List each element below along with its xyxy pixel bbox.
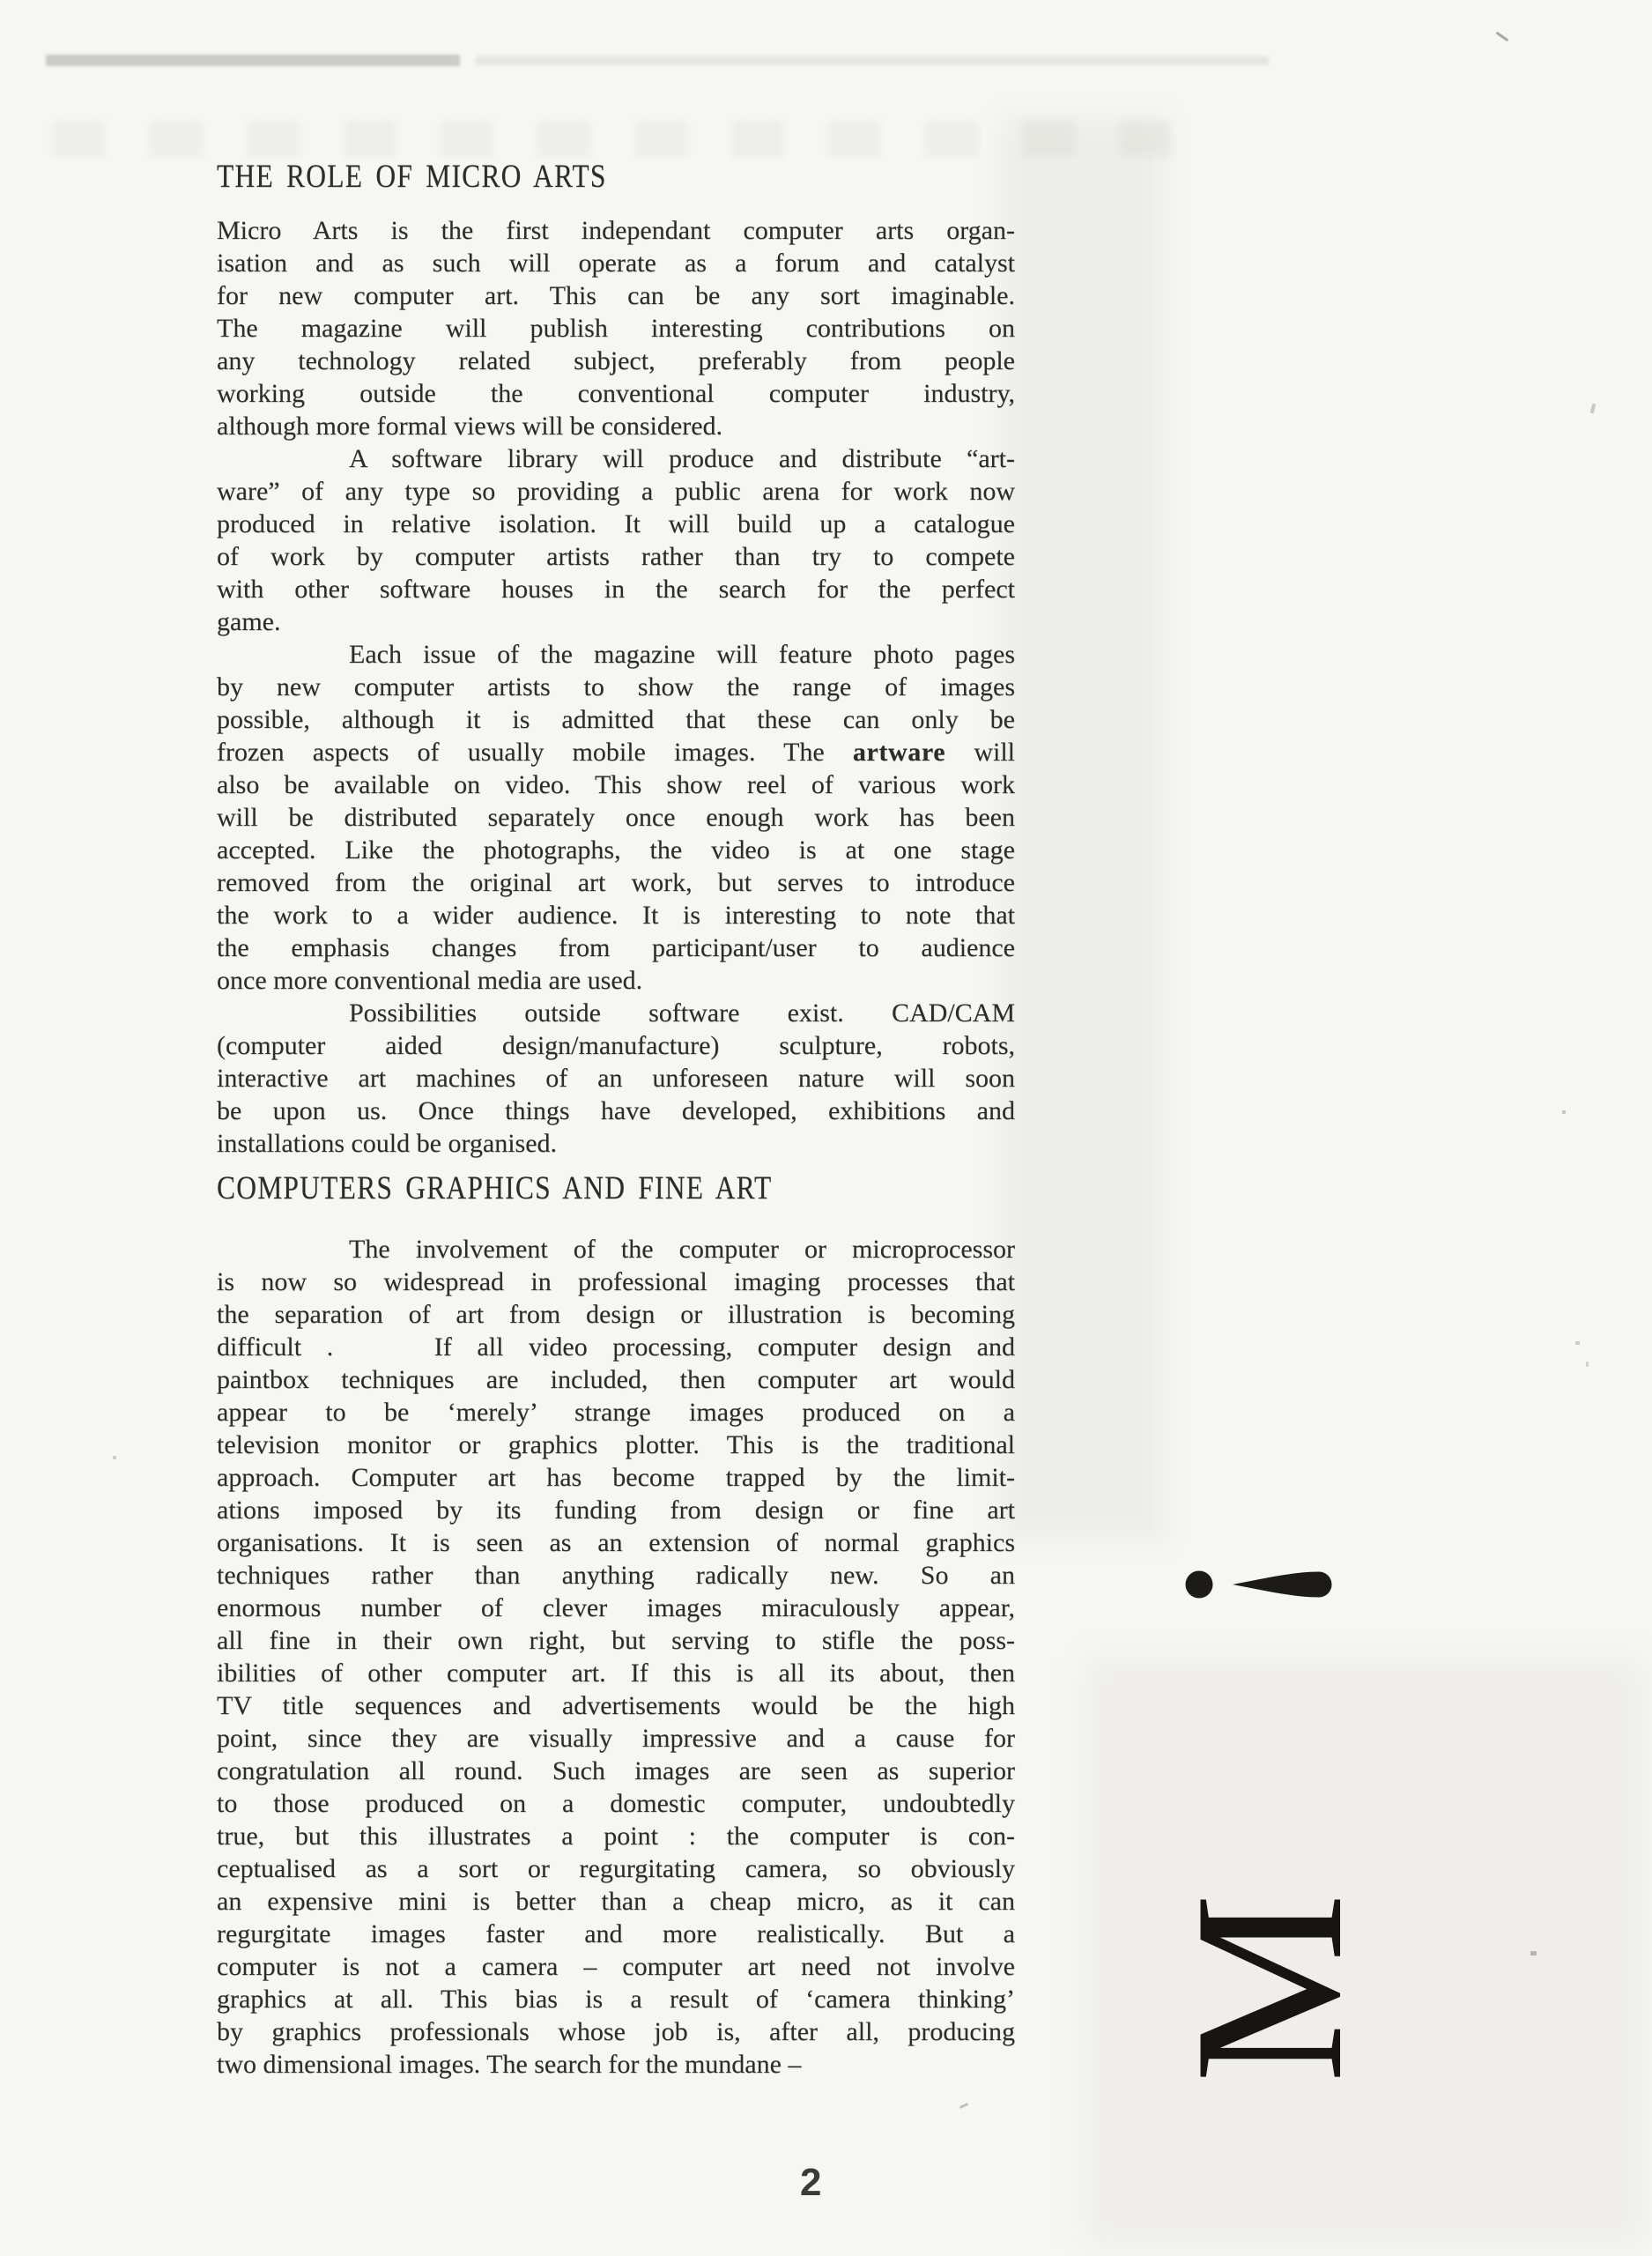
text-line: by new computer artists to show the range of images	[217, 672, 1015, 701]
text-line: The involvement of the computer or microprocessor	[349, 1235, 1015, 1264]
text-line: frozen aspects of usually mobile images. The artware will	[217, 738, 1015, 767]
text-line: two dimensional images. The search for the mundane –	[217, 2050, 802, 2079]
text-line: regurgitate images faster and more realistically. But a	[217, 1919, 1015, 1948]
rotated-letter-m: M	[1151, 1893, 1387, 2083]
text-line: the separation of art from design or illustration is becoming	[217, 1300, 1015, 1329]
text-line: once more conventional media are used.	[217, 966, 643, 995]
scan-bleedthrough-ghost	[53, 122, 1216, 157]
section2-heading: COMPUTERS GRAPHICS AND FINE ART	[217, 1170, 773, 1206]
page-number: 2	[800, 2161, 822, 2204]
text-line: approach. Computer art has become trapped by the limit-	[217, 1463, 1015, 1492]
paragraph	[217, 442, 1015, 638]
text-line: true, but this illustrates a point : the computer is con-	[217, 1822, 1015, 1851]
text-line: the work to a wider audience. It is interesting to note that	[217, 901, 1015, 930]
text-line: computer is not a camera – computer art need not involve	[217, 1952, 1015, 1981]
text-line: any technology related subject, preferably from people	[217, 346, 1015, 375]
text-line: will be distributed separately once enough work has been	[217, 803, 1015, 832]
text-line: with other software houses in the search for the perfect	[217, 575, 1015, 604]
text-line: of work by computer artists rather than try to compete	[217, 542, 1015, 571]
text-line: Micro Arts is the first independant computer arts organ-	[217, 216, 1015, 245]
text-line: The magazine will publish interesting contributions on	[217, 314, 1015, 343]
text-line: working outside the conventional computer industry,	[217, 379, 1015, 408]
text-line: possible, although it is admitted that these can only be	[217, 705, 1015, 734]
scan-smudge-top	[46, 55, 460, 66]
text-line: graphics at all. This bias is a result of ‘camera thinking’	[217, 1985, 1015, 2014]
text-line: appear to be ‘merely’ strange images produced on a	[217, 1398, 1015, 1427]
scan-speck	[113, 1456, 116, 1459]
scan-speck	[1562, 1110, 1566, 1114]
text-line: to those produced on a domestic computer, undoubtedly	[217, 1789, 1015, 1818]
scan-speck	[1530, 1951, 1537, 1955]
text-line: isation and as such will operate as a forum and catalyst	[217, 249, 1015, 278]
text-line: (computer aided design/manufacture) sculpture, robots,	[217, 1031, 1015, 1060]
text-line: be upon us. Once things have developed, exhibitions and	[217, 1096, 1015, 1125]
paragraph	[217, 1233, 1015, 2081]
text-line: game.	[217, 607, 281, 636]
section1-paragraphs	[217, 214, 1015, 1160]
text-line: an expensive mini is better than a cheap micro, as it can	[217, 1887, 1015, 1916]
text-line: organisations. It is seen as an extension of normal graphics	[217, 1528, 1015, 1557]
scan-speck	[1496, 32, 1509, 42]
text-line: techniques rather than anything radically new. So an	[217, 1561, 1015, 1590]
text-line: difficult . If all video processing, computer design and	[217, 1332, 1015, 1362]
text-line: also be available on video. This show reel of various work	[217, 770, 1015, 799]
text-line: point, since they are visually impressive and a cause for	[217, 1724, 1015, 1753]
scan-speck	[1590, 404, 1596, 414]
scan-smudge-top-faint	[476, 56, 1269, 65]
text-line: Possibilities outside software exist. CAD/CAM	[349, 998, 1015, 1028]
text-line: ibilities of other computer art. If this is all its about, then	[217, 1659, 1015, 1688]
text-line: ceptualised as a sort or regurgitating camera, so obviously	[217, 1854, 1015, 1883]
text-line: ations imposed by its funding from design or fine art	[217, 1495, 1015, 1525]
scan-speck	[959, 2103, 968, 2109]
text-line: interactive art machines of an unforeseen nature will soon	[217, 1064, 1015, 1093]
text-line: congratulation all round. Such images are seen as superior	[217, 1756, 1015, 1785]
text-line: Each issue of the magazine will feature photo pages	[349, 640, 1015, 669]
text-line: is now so widespread in professional imaging processes that	[217, 1267, 1015, 1296]
bullet-dash-mark	[1185, 1570, 1349, 1599]
scan-gray-band-right	[1000, 115, 1167, 1542]
paragraph	[217, 638, 1015, 997]
text-line: for new computer art. This can be any sort imaginable.	[217, 281, 1015, 310]
paragraph	[217, 214, 1015, 442]
text-line: enormous number of clever images miraculously appear,	[217, 1593, 1015, 1622]
section2-paragraphs	[217, 1233, 1015, 2081]
paragraph	[217, 997, 1015, 1160]
text-line: ware” of any type so providing a public arena for work now	[217, 477, 1015, 506]
text-line: paintbox techniques are included, then computer art would	[217, 1365, 1015, 1394]
text-line: installations could be organised.	[217, 1129, 558, 1158]
section1-heading: THE ROLE OF MICRO ARTS	[217, 159, 607, 195]
text-line: although more formal views will be considered.	[217, 412, 723, 441]
text-line: accepted. Like the photographs, the video is at one stage	[217, 835, 1015, 865]
text-line: the emphasis changes from participant/user to audience	[217, 933, 1015, 962]
text-line: by graphics professionals whose job is, after all, producing	[217, 2017, 1015, 2046]
text-line: TV title sequences and advertisements would be the high	[217, 1691, 1015, 1720]
text-line: removed from the original art work, but serves to introduce	[217, 868, 1015, 897]
text-line: produced in relative isolation. It will build up a catalogue	[217, 509, 1015, 538]
scan-speck	[1575, 1341, 1580, 1345]
text-line: television monitor or graphics plotter. This is the traditional	[217, 1430, 1015, 1459]
text-line: A software library will produce and distribute “art-	[349, 444, 1015, 473]
scan-speck	[1586, 1362, 1589, 1367]
text-line: all fine in their own right, but serving to stifle the poss-	[217, 1626, 1015, 1655]
